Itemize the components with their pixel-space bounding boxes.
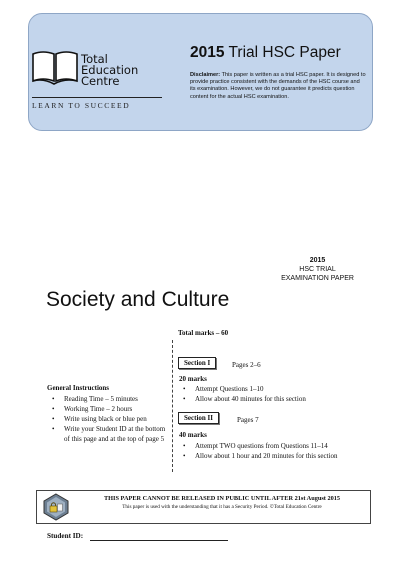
- list-item: • Write your Student ID at the bottom of this page and at the top of page 5: [52, 424, 168, 444]
- section-2-instructions: [183, 441, 338, 461]
- section-1-pages: Pages 2–6: [232, 361, 261, 369]
- total-marks: Total marks – 60: [178, 329, 229, 337]
- exam-year: 2015: [309, 257, 326, 264]
- exam-paper-label: EXAMINATION PAPER: [281, 275, 354, 282]
- logo: [30, 38, 170, 128]
- list-item: • Reading Time – 5 minutes: [52, 394, 168, 404]
- subject-title: Society and Culture: [46, 288, 230, 311]
- list-item: • Working Time – 2 hours: [52, 404, 168, 414]
- disclaimer: [190, 72, 366, 101]
- exam-type: HSC TRIAL: [299, 266, 336, 273]
- section-2-pages: Pages 7: [237, 416, 259, 424]
- disclaimer-text: This paper is written as a trial HSC paper. It is designed to provide practice consistent with the demands of the HSC course and its examination. However, we do not guarantee it predicts question content for the actual HSC examination.: [190, 72, 366, 100]
- section-1-marks: 20 marks: [179, 375, 207, 383]
- release-notice: [36, 490, 371, 524]
- exam-code: [270, 256, 365, 283]
- logo-rule: [32, 97, 162, 98]
- logo-text: [81, 54, 138, 87]
- logo-line-3: Centre: [81, 74, 120, 88]
- security-seal-icon: [42, 493, 70, 521]
- logo-line-2: Education: [81, 63, 139, 77]
- logo-line-1: Total: [81, 52, 108, 66]
- notice-sub: This paper is used with the understanding that it has a Security Period. ©Total Education Centre: [122, 504, 322, 510]
- general-instructions-heading: General Instructions: [47, 384, 110, 392]
- list-item: • Attempt TWO questions from Questions 11–14: [183, 441, 338, 451]
- list-item: • Write using black or blue pen: [52, 414, 168, 424]
- section-2-label: Section II: [178, 412, 219, 424]
- notice-main: THIS PAPER CANNOT BE RELEASED IN PUBLIC UNTIL AFTER 21st August 2015: [103, 495, 341, 502]
- section-1-label: Section I: [178, 357, 216, 369]
- list-item: • Allow about 1 hour and 20 minutes for this section: [183, 451, 338, 461]
- list-item: • Attempt Questions 1–10: [183, 384, 306, 394]
- section-2-marks: 40 marks: [179, 431, 207, 439]
- student-id-field[interactable]: [90, 540, 228, 541]
- paper-title-text: Trial HSC Paper: [228, 44, 341, 61]
- disclaimer-label: Disclaimer:: [190, 72, 221, 78]
- section-1-instructions: [183, 384, 306, 404]
- paper-title-year: 2015: [190, 44, 225, 61]
- general-instructions-list: [52, 394, 168, 444]
- paper-title: [190, 44, 341, 62]
- logo-tagline: LEARN TO SUCCEED: [32, 101, 131, 110]
- student-id-label: Student ID:: [47, 532, 84, 540]
- column-divider: [172, 340, 173, 472]
- open-book-icon: [30, 48, 80, 88]
- list-item: • Allow about 40 minutes for this section: [183, 394, 306, 404]
